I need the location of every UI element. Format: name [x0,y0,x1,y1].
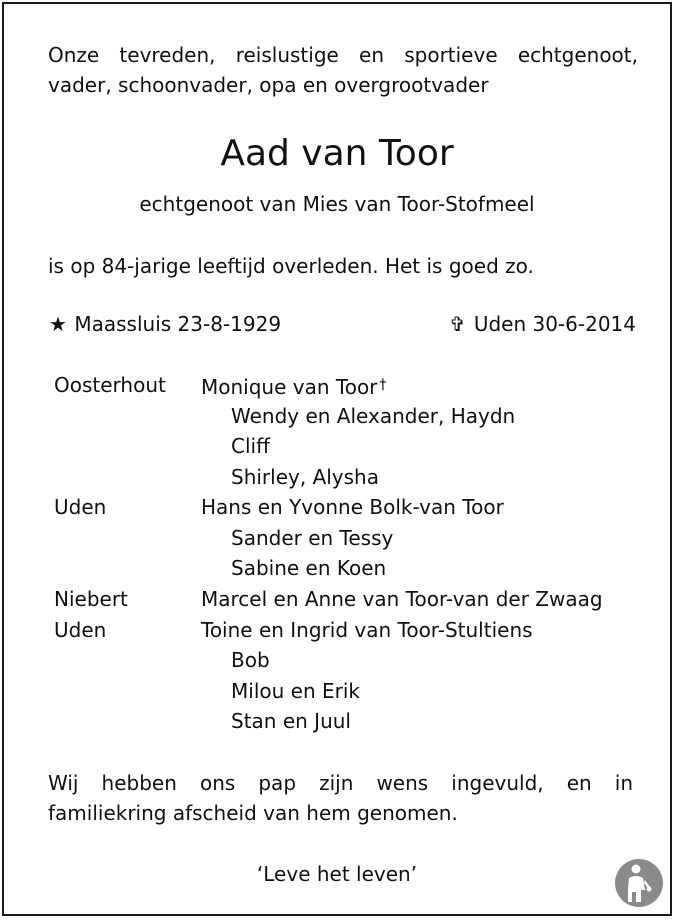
motto: ‘Leve het leven’ [256,862,418,886]
grandchild-line: Bob [231,648,270,672]
family-member-name: Monique van Toor [201,375,378,399]
grandchild-line: Milou en Erik [231,679,360,703]
family-place: Niebert [54,587,128,611]
deceased-name: Aad van Toor [220,133,454,174]
grandchild-line: Sander en Tessy [231,526,394,550]
grandchild-line: Shirley, Alysha [231,465,379,489]
intro-text [48,40,638,100]
memorial-logo-icon [614,856,664,910]
family-place: Uden [54,618,107,642]
family-place: Oosterhout [54,373,166,397]
grandchild-line: Wendy en Alexander, Haydn [231,404,516,428]
closing-line: Wij hebben ons pap zijn wens ingevuld, en in [48,771,633,795]
intro-line: Onze tevreden, reislustige en sportieve echtgenoot, [48,43,638,67]
closing-text [48,768,633,828]
closing-line: familiekring afscheid van hem genomen. [48,801,458,825]
death-line [447,309,636,339]
death-notice: is op 84-jarige leeftijd overleden. Het is goed zo. [48,254,534,278]
grandchild-line: Cliff [231,434,270,458]
family-place: Uden [54,495,107,519]
family-member-name: Toine en Ingrid van Toor-Stultiens [201,618,533,642]
birth-text: Maassluis 23-8-1929 [74,312,282,336]
intro-line: vader, schoonvader, opa en overgrootvader [48,73,489,97]
cross-icon: ✞ [449,312,466,336]
birth-line [48,309,281,339]
family-member-name: Marcel en Anne van Toor-van der Zwaag [201,587,603,611]
family-member [201,370,386,402]
family-member-name: Hans en Yvonne Bolk-van Toor [201,495,504,519]
death-text: Uden 30-6-2014 [473,312,636,336]
obituary-card [2,2,672,916]
spouse-line: echtgenoot van Mies van Toor-Stofmeel [139,192,535,216]
grandchild-line: Stan en Juul [231,709,351,733]
star-icon: ★ [49,312,67,336]
dagger-icon: † [379,377,387,393]
grandchild-line: Sabine en Koen [231,556,387,580]
